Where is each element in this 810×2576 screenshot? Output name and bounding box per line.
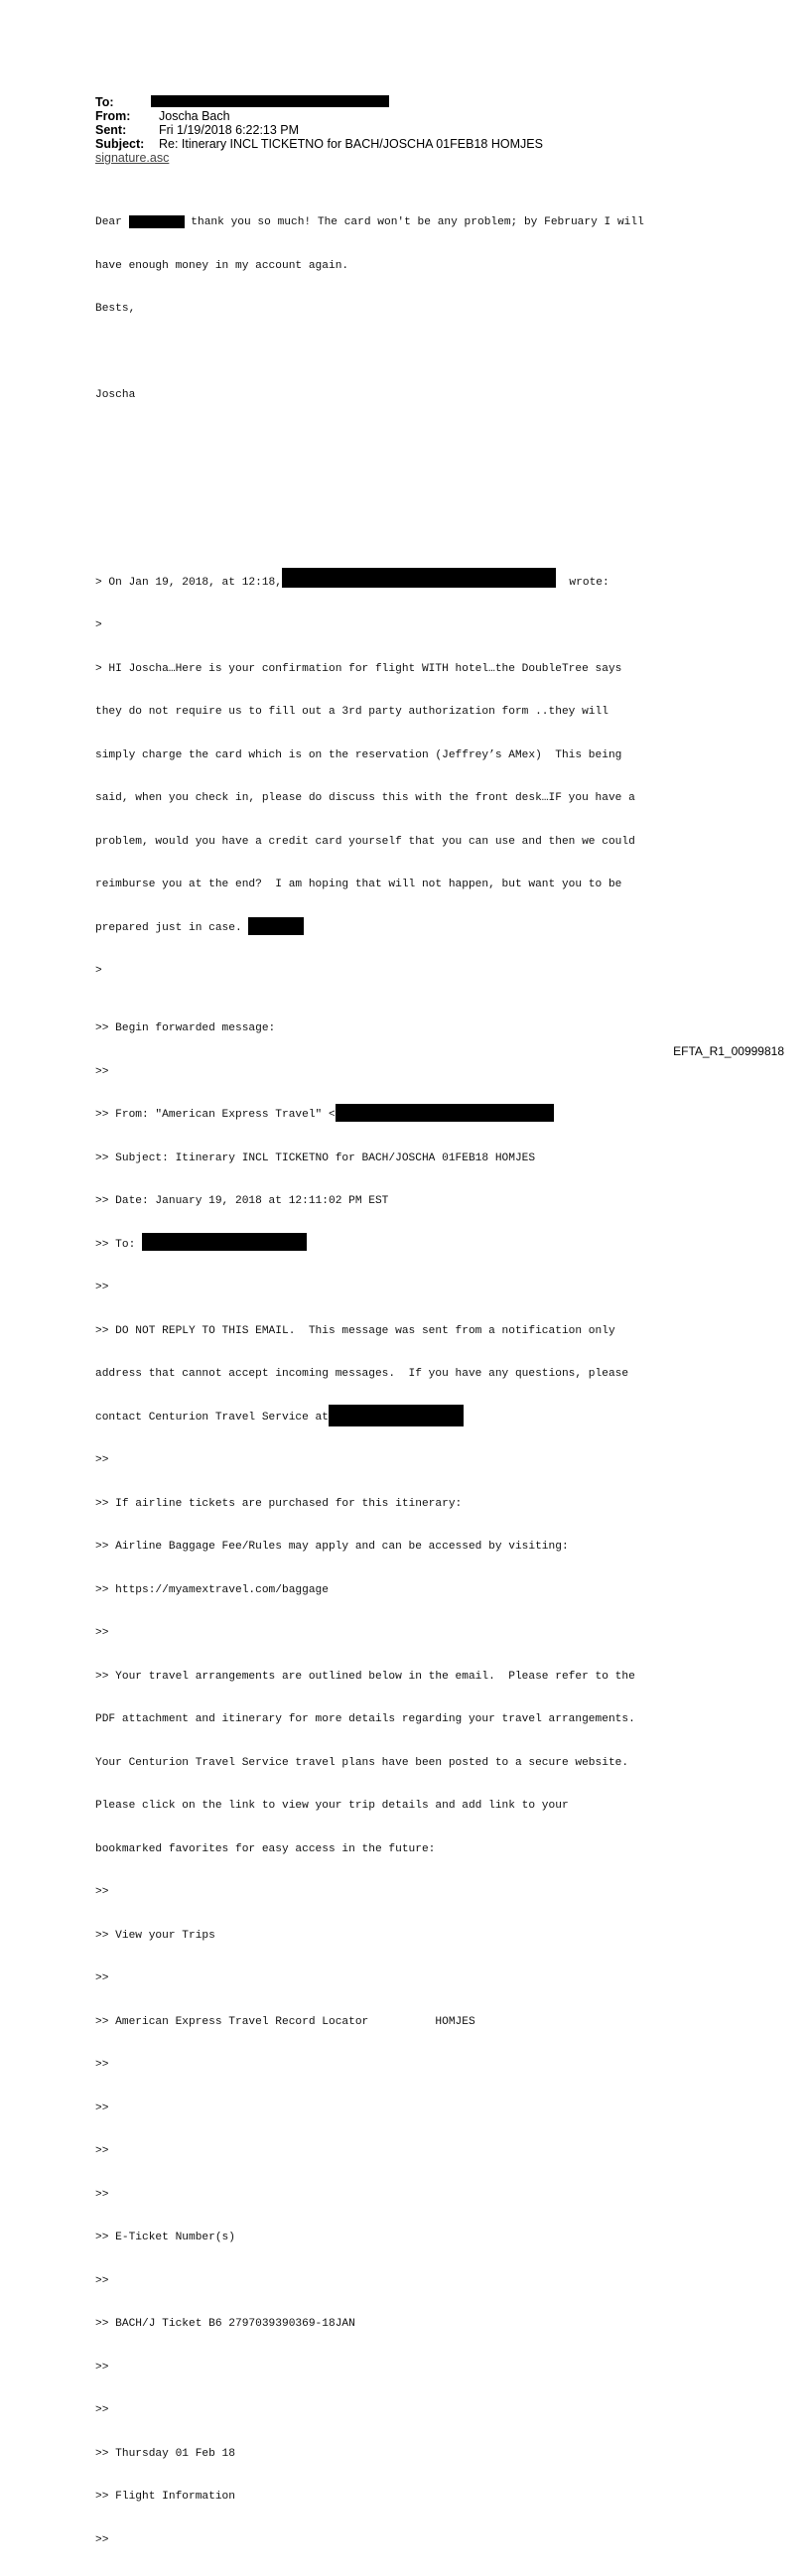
from-row [95,109,543,123]
forward-date: >> Date: January 19, 2018 at 12:11:02 PM EST [95,1195,389,1207]
travel-line: >> Your travel arrangements are outlined below in the email. Please refer to the [95,1670,635,1683]
notice-line: >> DO NOT REPLY TO THIS EMAIL. This message was sent from a notification only [95,1324,615,1337]
quote-line: reimburse you at the end? I am hoping that will not happen, but want you to be [95,879,622,890]
record-locator-label: >> American Express Travel Record Locator [95,2015,369,2028]
record-locator-line [95,2015,644,2030]
sent-value: Fri 1/19/2018 6:22:13 PM [159,123,300,137]
quote-marker: >> [95,1065,109,1078]
attachment-link[interactable]: signature.asc [95,151,170,165]
airline-line: >> Airline Baggage Fee/Rules may apply and can be accessed by visiting: [95,1541,569,1553]
signature: Joscha [95,389,136,401]
forward-subject: >> Subject: Itinerary INCL TICKETNO for BACH/JOSCHA 01FEB18 HOMJES [95,1152,536,1164]
quote-marker: >> [95,1454,109,1466]
quote-text: prepared just in case. [95,921,249,934]
ticket-line: >> BACH/J Ticket B6 2797039390369-18JAN [95,2318,355,2330]
quote-marker: > [95,965,102,977]
subject-row [95,137,543,151]
redaction-bar [282,568,556,588]
quote-marker: >> [95,2101,109,2114]
quote-line: they do not require us to fill out a 3rd party authorization form ..they will [95,706,608,718]
forward-to [95,1238,644,1253]
quote-marker: >> [95,2145,109,2157]
quote-line: problem, would you have a credit card yourself that you can use and then we could [95,835,635,848]
travel-line: PDF attachment and itinerary for more details regarding your travel arrangements. [95,1713,635,1725]
blank-line [95,518,644,533]
quote-attribution [95,576,644,591]
eticket-heading: >> E-Ticket Number(s) [95,2232,235,2243]
view-trips: >> View your Trips [95,1929,215,1942]
sent-label: Sent: [95,123,127,137]
body-line [95,215,644,230]
from-label: From: [95,109,131,123]
from-value: Joscha Bach [159,109,230,123]
quote-line: said, when you check in, please do discuss this with the front desk…IF you have a [95,792,635,804]
flight-date: >> Thursday 01 Feb 18 [95,2447,235,2460]
quote-marker: >> [95,2533,109,2546]
quote-marker: >> [95,2404,109,2416]
quote-marker: >> [95,1627,109,1639]
subject-value: Re: Itinerary INCL TICKETNO for BACH/JOSCHA 01FEB18 HOMJES [159,137,543,151]
to-row [95,95,543,109]
greeting: Dear [95,216,129,228]
forward-to-label: >> To: [95,1238,142,1251]
airline-line: >> https://myamextravel.com/baggage [95,1583,329,1596]
quote-prefix: > On Jan 19, 2018, at 12:18, [95,576,282,589]
notice-line: address that cannot accept incoming messages. If you have any questions, please [95,1368,629,1380]
quote-marker: >> [95,1972,109,1984]
airline-line: >> If airline tickets are purchased for this itinerary: [95,1497,463,1510]
body-line: have enough money in my account again. [95,259,349,272]
body-line: Bests, [95,303,136,315]
quote-marker: >> [95,1282,109,1293]
record-locator-value: HOMJES [435,2015,475,2028]
subject-label: Subject: [95,137,145,151]
spacer [368,2016,435,2028]
email-body [95,187,644,2576]
travel-line: Your Centurion Travel Service travel plans have been posted to a secure website. [95,1756,629,1769]
quote-wrote: wrote: [569,576,609,589]
sent-row [95,123,543,137]
to-label: To: [95,95,114,109]
travel-line: Please click on the link to view your trip details and add link to your [95,1800,569,1812]
quote-marker: >> [95,2059,109,2071]
redaction-bar [142,1233,307,1251]
redaction-bar [336,1104,554,1122]
forward-begin: >> Begin forwarded message: [95,1022,276,1034]
quote-marker: >> [95,2361,109,2373]
quote-line: > HI Joscha…Here is your confirmation for flight WITH hotel…the DoubleTree says [95,662,622,675]
quote-marker: >> [95,2274,109,2287]
forward-from [95,1108,644,1123]
blank-line [95,345,644,360]
notice-line [95,1411,644,1425]
quote-marker: > [95,619,102,631]
redaction-bar [248,917,304,935]
spacer [556,577,569,589]
forward-from-text: >> From: "American Express Travel" < [95,1109,336,1121]
quote-marker: >> [95,2188,109,2201]
travel-line: bookmarked favorites for easy access in the future: [95,1842,436,1855]
quote-line: simply charge the card which is on the reservation (Jeffrey’s AMex) This being [95,748,622,761]
blank-line [95,432,644,447]
flight-info-heading: >> Flight Information [95,2491,235,2503]
notice-text: contact Centurion Travel Service at [95,1411,329,1424]
redaction-bar [329,1405,464,1426]
quote-line [95,921,644,936]
email-header [95,95,543,165]
body-text: thank you so much! The card won't be any problem; by February I will [184,216,644,228]
quote-marker: >> [95,1886,109,1898]
redaction-bar [151,95,389,107]
redaction-bar [129,215,185,228]
bates-number: EFTA_R1_00999818 [673,1044,784,1058]
blank-line [95,475,644,489]
